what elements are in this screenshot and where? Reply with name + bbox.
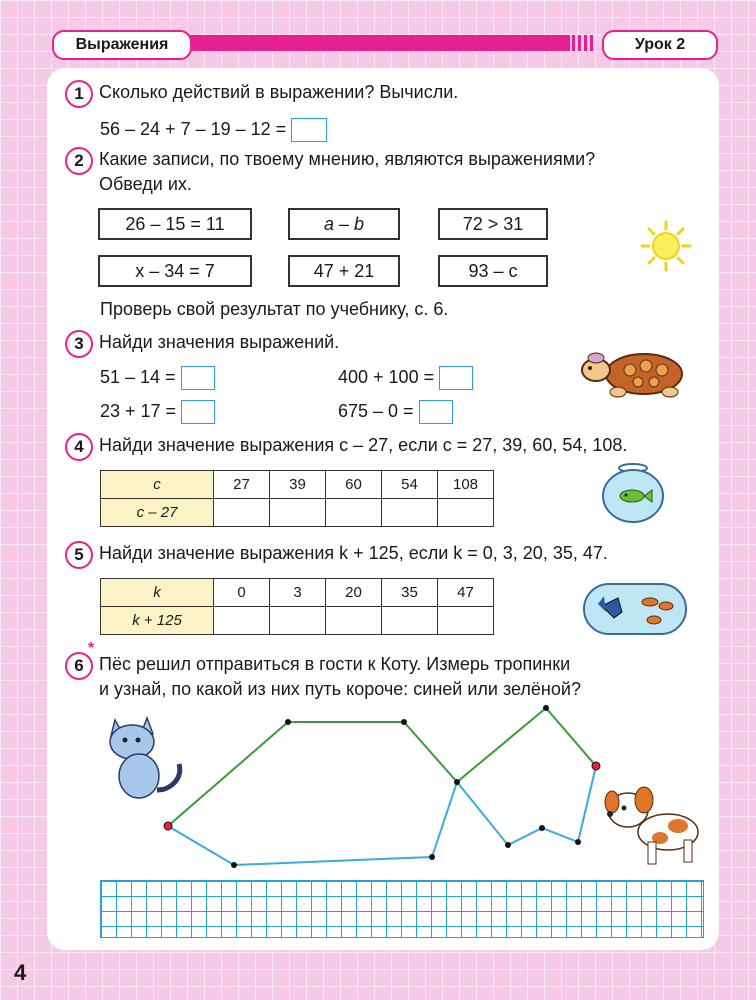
task3-expr-1 xyxy=(100,366,215,390)
header-text: c – 27 xyxy=(136,504,178,521)
answer-cell[interactable] xyxy=(214,499,270,527)
task6-star: * xyxy=(88,640,95,657)
answer-cell[interactable] xyxy=(326,499,382,527)
answer-box[interactable] xyxy=(439,366,473,390)
task2-check-note: Проверь свой результат по учебнику, с. 6. xyxy=(100,299,449,319)
task1-number: 1 xyxy=(65,80,93,108)
sun-icon xyxy=(640,220,692,272)
task1-expression: 56 – 24 + 7 – 19 – 12 = xyxy=(100,118,287,139)
task2-question-line2: Обведи их. xyxy=(99,174,192,194)
table-cell: 27 xyxy=(214,471,270,499)
answer-box[interactable] xyxy=(181,366,215,390)
table-row xyxy=(101,579,494,607)
table-row xyxy=(101,499,494,527)
task3-expr-2 xyxy=(338,366,473,390)
path-map xyxy=(160,700,610,875)
table-cell: 60 xyxy=(326,471,382,499)
answer-box[interactable] xyxy=(419,400,453,424)
table-row xyxy=(101,471,494,499)
task5-number: 5 xyxy=(65,541,93,569)
turtle-icon xyxy=(578,342,690,404)
header-text: k xyxy=(153,584,161,601)
topic-tag: Выражения xyxy=(52,30,192,60)
answer-cell[interactable] xyxy=(214,607,270,635)
dog-icon xyxy=(600,780,704,870)
header-bar xyxy=(190,35,570,51)
task4-table xyxy=(100,470,494,527)
table-header-cell xyxy=(101,579,214,607)
answer-grid[interactable] xyxy=(100,880,704,938)
lesson-tag: Урок 2 xyxy=(602,30,718,60)
task1-expression-row xyxy=(100,118,327,142)
task4-number: 4 xyxy=(65,433,93,461)
answer-cell[interactable] xyxy=(326,607,382,635)
expression-text: 675 – 0 = xyxy=(338,400,414,421)
table-cell: 54 xyxy=(382,471,438,499)
table-header-cell xyxy=(101,607,214,635)
table-cell: 20 xyxy=(326,579,382,607)
answer-cell[interactable] xyxy=(270,607,326,635)
task6-number: 6 xyxy=(65,652,93,680)
answer-cell[interactable] xyxy=(382,499,438,527)
expression-card[interactable]: 26 – 15 = 11 xyxy=(98,208,252,240)
task3-number: 3 xyxy=(65,330,93,358)
answer-cell[interactable] xyxy=(270,499,326,527)
answer-cell[interactable] xyxy=(438,607,494,635)
task1-question: Сколько действий в выражении? Вычисли. xyxy=(99,82,459,102)
header-text: k + 125 xyxy=(132,612,182,629)
task3-question: Найди значения выражений. xyxy=(99,332,340,352)
expression-card[interactable]: 47 + 21 xyxy=(288,255,400,287)
task6-question-line1: Пёс решил отправиться в гости к Коту. Измерь тропинки xyxy=(99,654,571,674)
answer-cell[interactable] xyxy=(438,499,494,527)
expression-card[interactable]: 93 – c xyxy=(438,255,548,287)
expression-card[interactable]: 72 > 31 xyxy=(438,208,548,240)
task4-question: Найди значение выражения c – 27, если c = 27, 39, 60, 54, 108. xyxy=(99,435,628,455)
page-number: 4 xyxy=(14,960,27,985)
task5-question: Найди значение выражения k + 125, если k = 0, 3, 20, 35, 47. xyxy=(99,543,608,563)
aquarium-icon xyxy=(580,578,690,638)
table-cell: 35 xyxy=(382,579,438,607)
expression-card[interactable]: a – b xyxy=(288,208,400,240)
header-stripes xyxy=(572,35,596,51)
answer-box[interactable] xyxy=(291,118,327,142)
task3-expr-3 xyxy=(100,400,215,424)
table-cell: 3 xyxy=(270,579,326,607)
end-point xyxy=(592,762,600,770)
task2-question-line1: Какие записи, по твоему мнению, являются выражениями? xyxy=(99,149,596,169)
answer-cell[interactable] xyxy=(382,607,438,635)
table-header-cell xyxy=(101,471,214,499)
task3-expr-4 xyxy=(338,400,453,424)
table-row xyxy=(101,607,494,635)
header-text: c xyxy=(153,476,161,493)
task2-number: 2 xyxy=(65,147,93,175)
expression-text: 400 + 100 = xyxy=(338,366,435,387)
start-point xyxy=(164,822,172,830)
answer-box[interactable] xyxy=(181,400,215,424)
expression-card[interactable]: x – 34 = 7 xyxy=(98,255,252,287)
blue-path xyxy=(168,766,596,865)
fishbowl-icon xyxy=(598,460,668,526)
task5-table xyxy=(100,578,494,635)
expression-text: 51 – 14 = xyxy=(100,366,176,387)
table-cell: 47 xyxy=(438,579,494,607)
expression-text: 23 + 17 = xyxy=(100,400,177,421)
task6-question-line2: и узнай, по какой из них путь короче: синей или зелёной? xyxy=(99,679,581,699)
table-cell: 39 xyxy=(270,471,326,499)
table-cell: 108 xyxy=(438,471,494,499)
table-header-cell xyxy=(101,499,214,527)
green-path xyxy=(168,708,596,826)
table-cell: 0 xyxy=(214,579,270,607)
